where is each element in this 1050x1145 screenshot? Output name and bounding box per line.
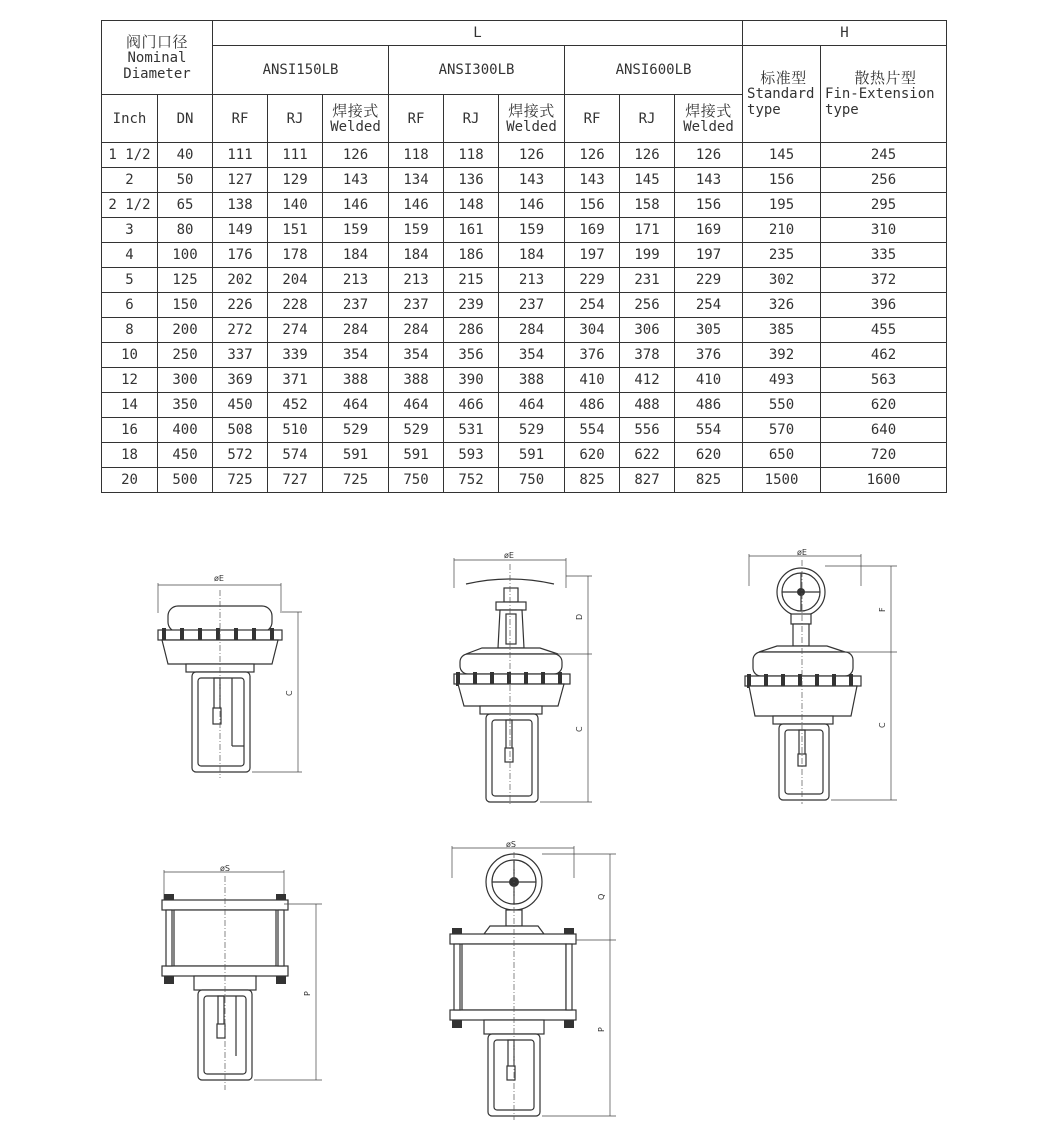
- welded-cn: 焊接式: [508, 101, 555, 120]
- table-cell: 500: [158, 468, 213, 493]
- table-cell: 371: [268, 368, 323, 393]
- table-cell: 556: [620, 418, 675, 443]
- ansi150-rf-header: RF: [213, 95, 268, 143]
- table-cell: 213: [499, 268, 565, 293]
- table-row: [102, 193, 947, 218]
- table-cell: 136: [444, 168, 499, 193]
- table-cell: 237: [389, 293, 444, 318]
- table-cell: 326: [743, 293, 821, 318]
- table-cell: 40: [158, 143, 213, 168]
- table-row: [102, 168, 947, 193]
- table-cell: 284: [323, 318, 389, 343]
- table-cell: 118: [444, 143, 499, 168]
- table-cell: 388: [323, 368, 389, 393]
- table-cell: 272: [213, 318, 268, 343]
- ansi150-rj-header: RJ: [268, 95, 323, 143]
- nominal-diameter-en1: Nominal: [127, 49, 187, 66]
- table-cell: 385: [743, 318, 821, 343]
- table-cell: 827: [620, 468, 675, 493]
- welded-en: Welded: [683, 118, 734, 135]
- table-cell: 531: [444, 418, 499, 443]
- dim-top-d: D: [575, 613, 584, 620]
- table-cell: 50: [158, 168, 213, 193]
- table-cell: 554: [675, 418, 743, 443]
- table-cell: 455: [821, 318, 947, 343]
- table-cell: 202: [213, 268, 268, 293]
- table-cell: 197: [675, 243, 743, 268]
- ansi600-rj-header: RJ: [620, 95, 675, 143]
- table-cell: 134: [389, 168, 444, 193]
- table-cell: 450: [158, 443, 213, 468]
- table-cell: 310: [821, 218, 947, 243]
- table-cell: 195: [743, 193, 821, 218]
- table-cell: 184: [389, 243, 444, 268]
- table-cell: 158: [620, 193, 675, 218]
- table-cell: 410: [675, 368, 743, 393]
- table-row: [102, 218, 947, 243]
- table-cell: 376: [675, 343, 743, 368]
- dim-height-c: C: [285, 690, 294, 696]
- table-cell: 390: [444, 368, 499, 393]
- dim-top-f: F: [878, 607, 887, 612]
- table-cell: 65: [158, 193, 213, 218]
- table-cell: 4: [102, 243, 158, 268]
- table-cell: 176: [213, 243, 268, 268]
- table-cell: 825: [565, 468, 620, 493]
- table-cell: 256: [620, 293, 675, 318]
- table-cell: 750: [499, 468, 565, 493]
- table-cell: 274: [268, 318, 323, 343]
- table-cell: 412: [620, 368, 675, 393]
- table-cell: 727: [268, 468, 323, 493]
- table-cell: 488: [620, 393, 675, 418]
- table-cell: 452: [268, 393, 323, 418]
- actuator-drawing-cylinder-handwheel: [440, 838, 630, 1123]
- table-row: [102, 368, 947, 393]
- dn-header: DN: [158, 95, 213, 143]
- table-cell: 725: [213, 468, 268, 493]
- table-cell: 306: [620, 318, 675, 343]
- table-cell: 376: [565, 343, 620, 368]
- table-row: [102, 318, 947, 343]
- fin-extension-type-cn: 散热片型: [854, 69, 917, 87]
- table-row: [102, 243, 947, 268]
- table-cell: 392: [743, 343, 821, 368]
- table-cell: 2: [102, 168, 158, 193]
- table-cell: 2 1/2: [102, 193, 158, 218]
- table-cell: 300: [158, 368, 213, 393]
- table-cell: 231: [620, 268, 675, 293]
- table-cell: 169: [675, 218, 743, 243]
- table-cell: 400: [158, 418, 213, 443]
- table-cell: 550: [743, 393, 821, 418]
- ansi600-welded-header: [675, 95, 743, 143]
- table-cell: 254: [565, 293, 620, 318]
- table-cell: 620: [675, 443, 743, 468]
- table-cell: 148: [444, 193, 499, 218]
- ansi300-header: ANSI300LB: [389, 46, 565, 95]
- table-cell: 184: [323, 243, 389, 268]
- dim-diameter-e: øE: [504, 551, 514, 560]
- table-cell: 215: [444, 268, 499, 293]
- table-cell: 286: [444, 318, 499, 343]
- table-cell: 378: [620, 343, 675, 368]
- table-cell: 450: [213, 393, 268, 418]
- table-cell: 372: [821, 268, 947, 293]
- table-cell: 254: [675, 293, 743, 318]
- inch-header: Inch: [102, 95, 158, 143]
- table-cell: 650: [743, 443, 821, 468]
- dim-diameter-e: øE: [214, 574, 224, 583]
- table-cell: 750: [389, 468, 444, 493]
- table-cell: 186: [444, 243, 499, 268]
- standard-type-en1: Standard: [747, 86, 815, 102]
- table-cell: 462: [821, 343, 947, 368]
- table-cell: 464: [389, 393, 444, 418]
- table-cell: 126: [675, 143, 743, 168]
- table-cell: 464: [323, 393, 389, 418]
- table-cell: 237: [323, 293, 389, 318]
- table-cell: 14: [102, 393, 158, 418]
- table-row: [102, 143, 947, 168]
- actuator-drawing-cylinder: [150, 860, 330, 1095]
- table-cell: 339: [268, 343, 323, 368]
- dim-diameter-e: øE: [797, 548, 807, 557]
- table-cell: 356: [444, 343, 499, 368]
- table-cell: 126: [565, 143, 620, 168]
- table-cell: 118: [389, 143, 444, 168]
- table-cell: 125: [158, 268, 213, 293]
- table-cell: 145: [620, 168, 675, 193]
- table-cell: 169: [565, 218, 620, 243]
- table-cell: 204: [268, 268, 323, 293]
- table-cell: 574: [268, 443, 323, 468]
- table-cell: 250: [158, 343, 213, 368]
- table-cell: 3: [102, 218, 158, 243]
- table-cell: 369: [213, 368, 268, 393]
- ansi600-header: ANSI600LB: [565, 46, 743, 95]
- dim-diameter-s: øS: [220, 864, 230, 873]
- table-cell: 197: [565, 243, 620, 268]
- table-cell: 126: [499, 143, 565, 168]
- table-cell: 138: [213, 193, 268, 218]
- table-cell: 229: [565, 268, 620, 293]
- fin-extension-type-header: [821, 46, 947, 143]
- table-cell: 146: [323, 193, 389, 218]
- table-cell: 140: [268, 193, 323, 218]
- table-cell: 20: [102, 468, 158, 493]
- table-cell: 529: [323, 418, 389, 443]
- table-cell: 159: [389, 218, 444, 243]
- table-cell: 563: [821, 368, 947, 393]
- table-cell: 1600: [821, 468, 947, 493]
- table-cell: 213: [389, 268, 444, 293]
- table-row: [102, 468, 947, 493]
- ansi300-welded-header: [499, 95, 565, 143]
- ansi300-rj-header: RJ: [444, 95, 499, 143]
- table-cell: 226: [213, 293, 268, 318]
- table-cell: 200: [158, 318, 213, 343]
- table-cell: 825: [675, 468, 743, 493]
- table-row: [102, 393, 947, 418]
- table-cell: 213: [323, 268, 389, 293]
- table-cell: 464: [499, 393, 565, 418]
- table-cell: 508: [213, 418, 268, 443]
- ansi300-rf-header: RF: [389, 95, 444, 143]
- table-cell: 126: [620, 143, 675, 168]
- table-cell: 1500: [743, 468, 821, 493]
- table-cell: 529: [499, 418, 565, 443]
- table-cell: 529: [389, 418, 444, 443]
- table-cell: 146: [499, 193, 565, 218]
- table-cell: 572: [213, 443, 268, 468]
- nominal-diameter-cn: 阀门口径: [125, 32, 188, 51]
- table-cell: 554: [565, 418, 620, 443]
- table-cell: 149: [213, 218, 268, 243]
- table-cell: 591: [323, 443, 389, 468]
- nominal-diameter-header: [102, 21, 213, 95]
- table-cell: 111: [213, 143, 268, 168]
- ansi600-rf-header: RF: [565, 95, 620, 143]
- table-cell: 143: [499, 168, 565, 193]
- table-cell: 161: [444, 218, 499, 243]
- table-row: [102, 443, 947, 468]
- table-cell: 284: [499, 318, 565, 343]
- table-cell: 620: [565, 443, 620, 468]
- table-cell: 493: [743, 368, 821, 393]
- table-cell: 171: [620, 218, 675, 243]
- table-cell: 304: [565, 318, 620, 343]
- ansi150-header: ANSI150LB: [213, 46, 389, 95]
- table-cell: 151: [268, 218, 323, 243]
- actuator-drawing-handwheel: [440, 548, 610, 808]
- fin-extension-type-en2: type: [825, 102, 859, 118]
- table-cell: 510: [268, 418, 323, 443]
- table-cell: 12: [102, 368, 158, 393]
- table-cell: 354: [323, 343, 389, 368]
- nominal-diameter-en2: Diameter: [123, 65, 191, 82]
- standard-type-header: [743, 46, 821, 143]
- table-cell: 305: [675, 318, 743, 343]
- table-row: [102, 343, 947, 368]
- table-cell: 156: [565, 193, 620, 218]
- table-cell: 235: [743, 243, 821, 268]
- table-cell: 129: [268, 168, 323, 193]
- table-cell: 111: [268, 143, 323, 168]
- welded-en: Welded: [506, 118, 557, 135]
- table-cell: 410: [565, 368, 620, 393]
- dim-height-p: P: [597, 1027, 606, 1032]
- table-cell: 184: [499, 243, 565, 268]
- table-cell: 156: [675, 193, 743, 218]
- table-cell: 16: [102, 418, 158, 443]
- table-cell: 228: [268, 293, 323, 318]
- dimension-table: [101, 20, 947, 493]
- table-cell: 486: [675, 393, 743, 418]
- table-cell: 295: [821, 193, 947, 218]
- table-row: [102, 418, 947, 443]
- table-cell: 337: [213, 343, 268, 368]
- table-cell: 388: [499, 368, 565, 393]
- table-cell: 143: [323, 168, 389, 193]
- actuator-drawing-side-handwheel: [735, 546, 905, 806]
- table-cell: 640: [821, 418, 947, 443]
- table-cell: 100: [158, 243, 213, 268]
- table-cell: 593: [444, 443, 499, 468]
- table-row: [102, 268, 947, 293]
- table-cell: 6: [102, 293, 158, 318]
- table-cell: 350: [158, 393, 213, 418]
- table-cell: 143: [565, 168, 620, 193]
- table-cell: 570: [743, 418, 821, 443]
- table-cell: 239: [444, 293, 499, 318]
- dim-height-c: C: [575, 726, 584, 732]
- table-cell: 622: [620, 443, 675, 468]
- table-cell: 159: [323, 218, 389, 243]
- l-header: L: [213, 21, 743, 46]
- table-cell: 10: [102, 343, 158, 368]
- table-cell: 720: [821, 443, 947, 468]
- table-cell: 302: [743, 268, 821, 293]
- table-cell: 335: [821, 243, 947, 268]
- table-cell: 150: [158, 293, 213, 318]
- fin-extension-type-en1: Fin-Extension: [825, 86, 935, 102]
- table-cell: 237: [499, 293, 565, 318]
- table-cell: 245: [821, 143, 947, 168]
- table-cell: 126: [323, 143, 389, 168]
- table-cell: 8: [102, 318, 158, 343]
- table-cell: 591: [499, 443, 565, 468]
- table-cell: 199: [620, 243, 675, 268]
- table-cell: 486: [565, 393, 620, 418]
- standard-type-cn: 标准型: [760, 69, 807, 87]
- table-cell: 725: [323, 468, 389, 493]
- table-cell: 354: [499, 343, 565, 368]
- table-cell: 156: [743, 168, 821, 193]
- table-cell: 1 1/2: [102, 143, 158, 168]
- table-cell: 145: [743, 143, 821, 168]
- ansi150-welded-header: [323, 95, 389, 143]
- table-cell: 591: [389, 443, 444, 468]
- table-cell: 466: [444, 393, 499, 418]
- table-cell: 178: [268, 243, 323, 268]
- welded-en: Welded: [330, 118, 381, 135]
- table-cell: 354: [389, 343, 444, 368]
- table-cell: 210: [743, 218, 821, 243]
- dim-diameter-s: øS: [506, 840, 516, 849]
- table-cell: 284: [389, 318, 444, 343]
- table-cell: 80: [158, 218, 213, 243]
- h-header: H: [743, 21, 947, 46]
- table-row: [102, 293, 947, 318]
- table-cell: 229: [675, 268, 743, 293]
- table-cell: 146: [389, 193, 444, 218]
- table-cell: 256: [821, 168, 947, 193]
- table-cell: 18: [102, 443, 158, 468]
- table-cell: 752: [444, 468, 499, 493]
- dim-height-c: C: [878, 722, 887, 728]
- dim-height-p: P: [303, 991, 312, 996]
- standard-type-en2: type: [747, 102, 781, 118]
- welded-cn: 焊接式: [685, 101, 732, 120]
- table-cell: 159: [499, 218, 565, 243]
- actuator-drawing-standard: [140, 568, 320, 783]
- table-cell: 127: [213, 168, 268, 193]
- table-cell: 388: [389, 368, 444, 393]
- welded-cn: 焊接式: [332, 101, 379, 120]
- table-cell: 396: [821, 293, 947, 318]
- table-cell: 5: [102, 268, 158, 293]
- table-cell: 620: [821, 393, 947, 418]
- dim-top-q: Q: [597, 893, 606, 900]
- table-cell: 143: [675, 168, 743, 193]
